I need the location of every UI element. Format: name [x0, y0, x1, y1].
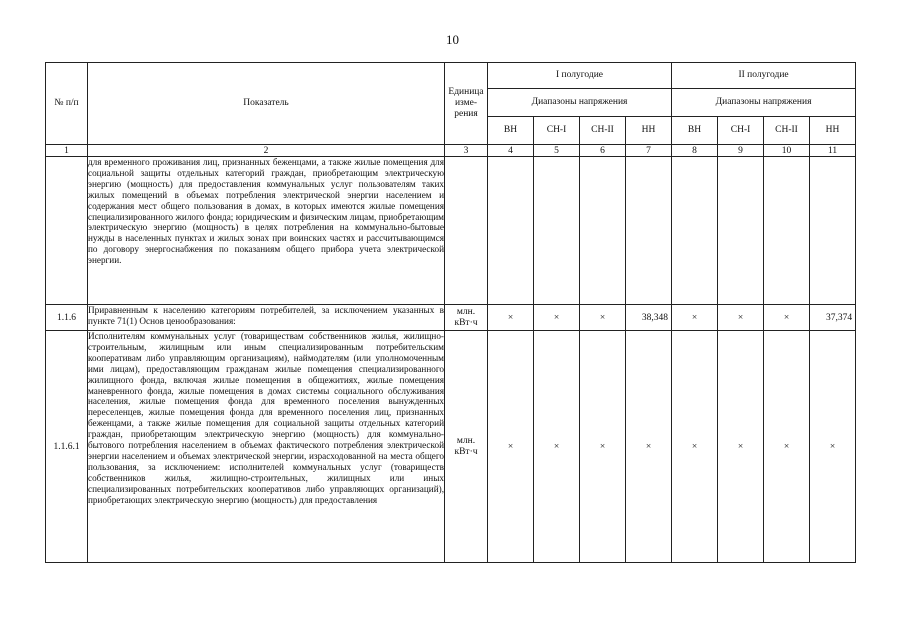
- header-level-sn1-2: СН-I: [718, 117, 764, 145]
- row-value: ×: [764, 305, 810, 331]
- header-col-indicator: Показатель: [88, 63, 445, 145]
- row-indicator-text: для временного проживания лиц, признанных беженцами, а также жилые помещения для социальной защиты отдельных категорий граждан, приобретающим электрическую энергию (мощность) для предоставления коммунальных услуг пользователям таких жилых помещений в объемах потребления электрической энергии населением и содержания мест общего пользования в домах, в которых имеются жилые помещения специализированного жилого фонда; юридическим и физическим лицам, приобретающим электрическую энергию (мощность) в целях потребления на коммунально-бытовые нужды в населенных пунктах и жилых зонах при воинских частях и рассчитывающимся по договору энергоснабжения по показаниям общего прибора учета электрической энергии.: [88, 157, 444, 266]
- row-value: [580, 157, 626, 305]
- header-voltage-ranges-2: Диапазоны напряжения: [672, 89, 856, 117]
- row-code: 1.1.6: [46, 305, 88, 331]
- row-indicator: [88, 157, 445, 305]
- column-number: 7: [626, 145, 672, 157]
- row-value: ×: [672, 331, 718, 563]
- row-unit: млн. кВт·ч: [445, 331, 488, 563]
- header-col-unit: Единица изме-рения: [445, 63, 488, 145]
- row-code: 1.1.6.1: [46, 331, 88, 563]
- row-unit: млн. кВт·ч: [445, 305, 488, 331]
- row-code: [46, 157, 88, 305]
- row-value: [764, 157, 810, 305]
- row-value: [810, 157, 856, 305]
- row-value: 38,348: [626, 305, 672, 331]
- column-number: 6: [580, 145, 626, 157]
- row-unit: [445, 157, 488, 305]
- header-level-nn-2: НН: [810, 117, 856, 145]
- row-indicator-text: Приравненным к населению категориям потребителей, за исключением указанных в пункте 71(1) Основ ценообразования:: [88, 305, 444, 326]
- header-half-2: II полугодие: [672, 63, 856, 89]
- row-value: 37,374: [810, 305, 856, 331]
- row-value: ×: [718, 331, 764, 563]
- column-number: 3: [445, 145, 488, 157]
- page-number: 10: [446, 32, 459, 47]
- row-indicator: [88, 305, 445, 331]
- row-value: ×: [718, 305, 764, 331]
- table-row: [46, 305, 856, 331]
- column-number: 5: [534, 145, 580, 157]
- row-indicator: [88, 331, 445, 563]
- column-number: 10: [764, 145, 810, 157]
- row-indicator-text: Исполнителям коммунальных услуг (товариществам собственников жилья, жилищно-строительным, жилищным или иным специализированным потребительским кооперативам либо управляющим организациям), наймодателям (или уполномоченным ими лицам), предоставляющим гражданам жилые помещения специализированного жилищного фонда, включая жилые помещения в общежитиях, жилые помещения маневренного фонда, жилые помещения в домах системы социального обслуживания населения, жилые помещения фонда для временного поселения вынужденных переселенцев, жилые помещения фонда для временного поселения лиц, признанных беженцами, а также жилые помещения для социальной защиты отдельных категорий граждан, приобретающим электрическую энергию (мощность) для коммунально-бытового потребления населением в объемах фактического потребления электрической энергии населением и объемах электрической энергии, израсходованной на места общего пользования, за исключением: исполнителей коммунальных услуг (товариществ собственников жилья, жилищно-строительных, жилищных или иных специализированных потребительских кооперативов либо управляющих организаций), приобретающих электрическую энергию (мощность) для предоставления: [88, 331, 444, 505]
- header-level-vn-1: ВН: [488, 117, 534, 145]
- row-value: [488, 157, 534, 305]
- row-value: ×: [764, 331, 810, 563]
- row-value: [718, 157, 764, 305]
- column-number-row: [46, 145, 856, 157]
- row-value: ×: [580, 331, 626, 563]
- header-level-nn-1: НН: [626, 117, 672, 145]
- row-value: [672, 157, 718, 305]
- header-level-sn2-2: СН-II: [764, 117, 810, 145]
- row-value: ×: [672, 305, 718, 331]
- table-row: [46, 331, 856, 563]
- header-voltage-ranges-1: Диапазоны напряжения: [488, 89, 672, 117]
- column-number: 2: [88, 145, 445, 157]
- tariff-table: [45, 62, 856, 563]
- header-col-number: № п/п: [46, 63, 88, 145]
- row-value: ×: [488, 305, 534, 331]
- header-level-vn-2: ВН: [672, 117, 718, 145]
- row-value: ×: [626, 331, 672, 563]
- column-number: 11: [810, 145, 856, 157]
- row-value: [534, 157, 580, 305]
- row-value: [626, 157, 672, 305]
- row-value: ×: [810, 331, 856, 563]
- header-half-1: I полугодие: [488, 63, 672, 89]
- row-value: ×: [534, 331, 580, 563]
- row-value: ×: [488, 331, 534, 563]
- row-value: ×: [534, 305, 580, 331]
- column-number: 9: [718, 145, 764, 157]
- row-value: ×: [580, 305, 626, 331]
- column-number: 1: [46, 145, 88, 157]
- column-number: 4: [488, 145, 534, 157]
- header-level-sn2-1: СН-II: [580, 117, 626, 145]
- header-level-sn1-1: СН-I: [534, 117, 580, 145]
- table-row: [46, 157, 856, 305]
- column-number: 8: [672, 145, 718, 157]
